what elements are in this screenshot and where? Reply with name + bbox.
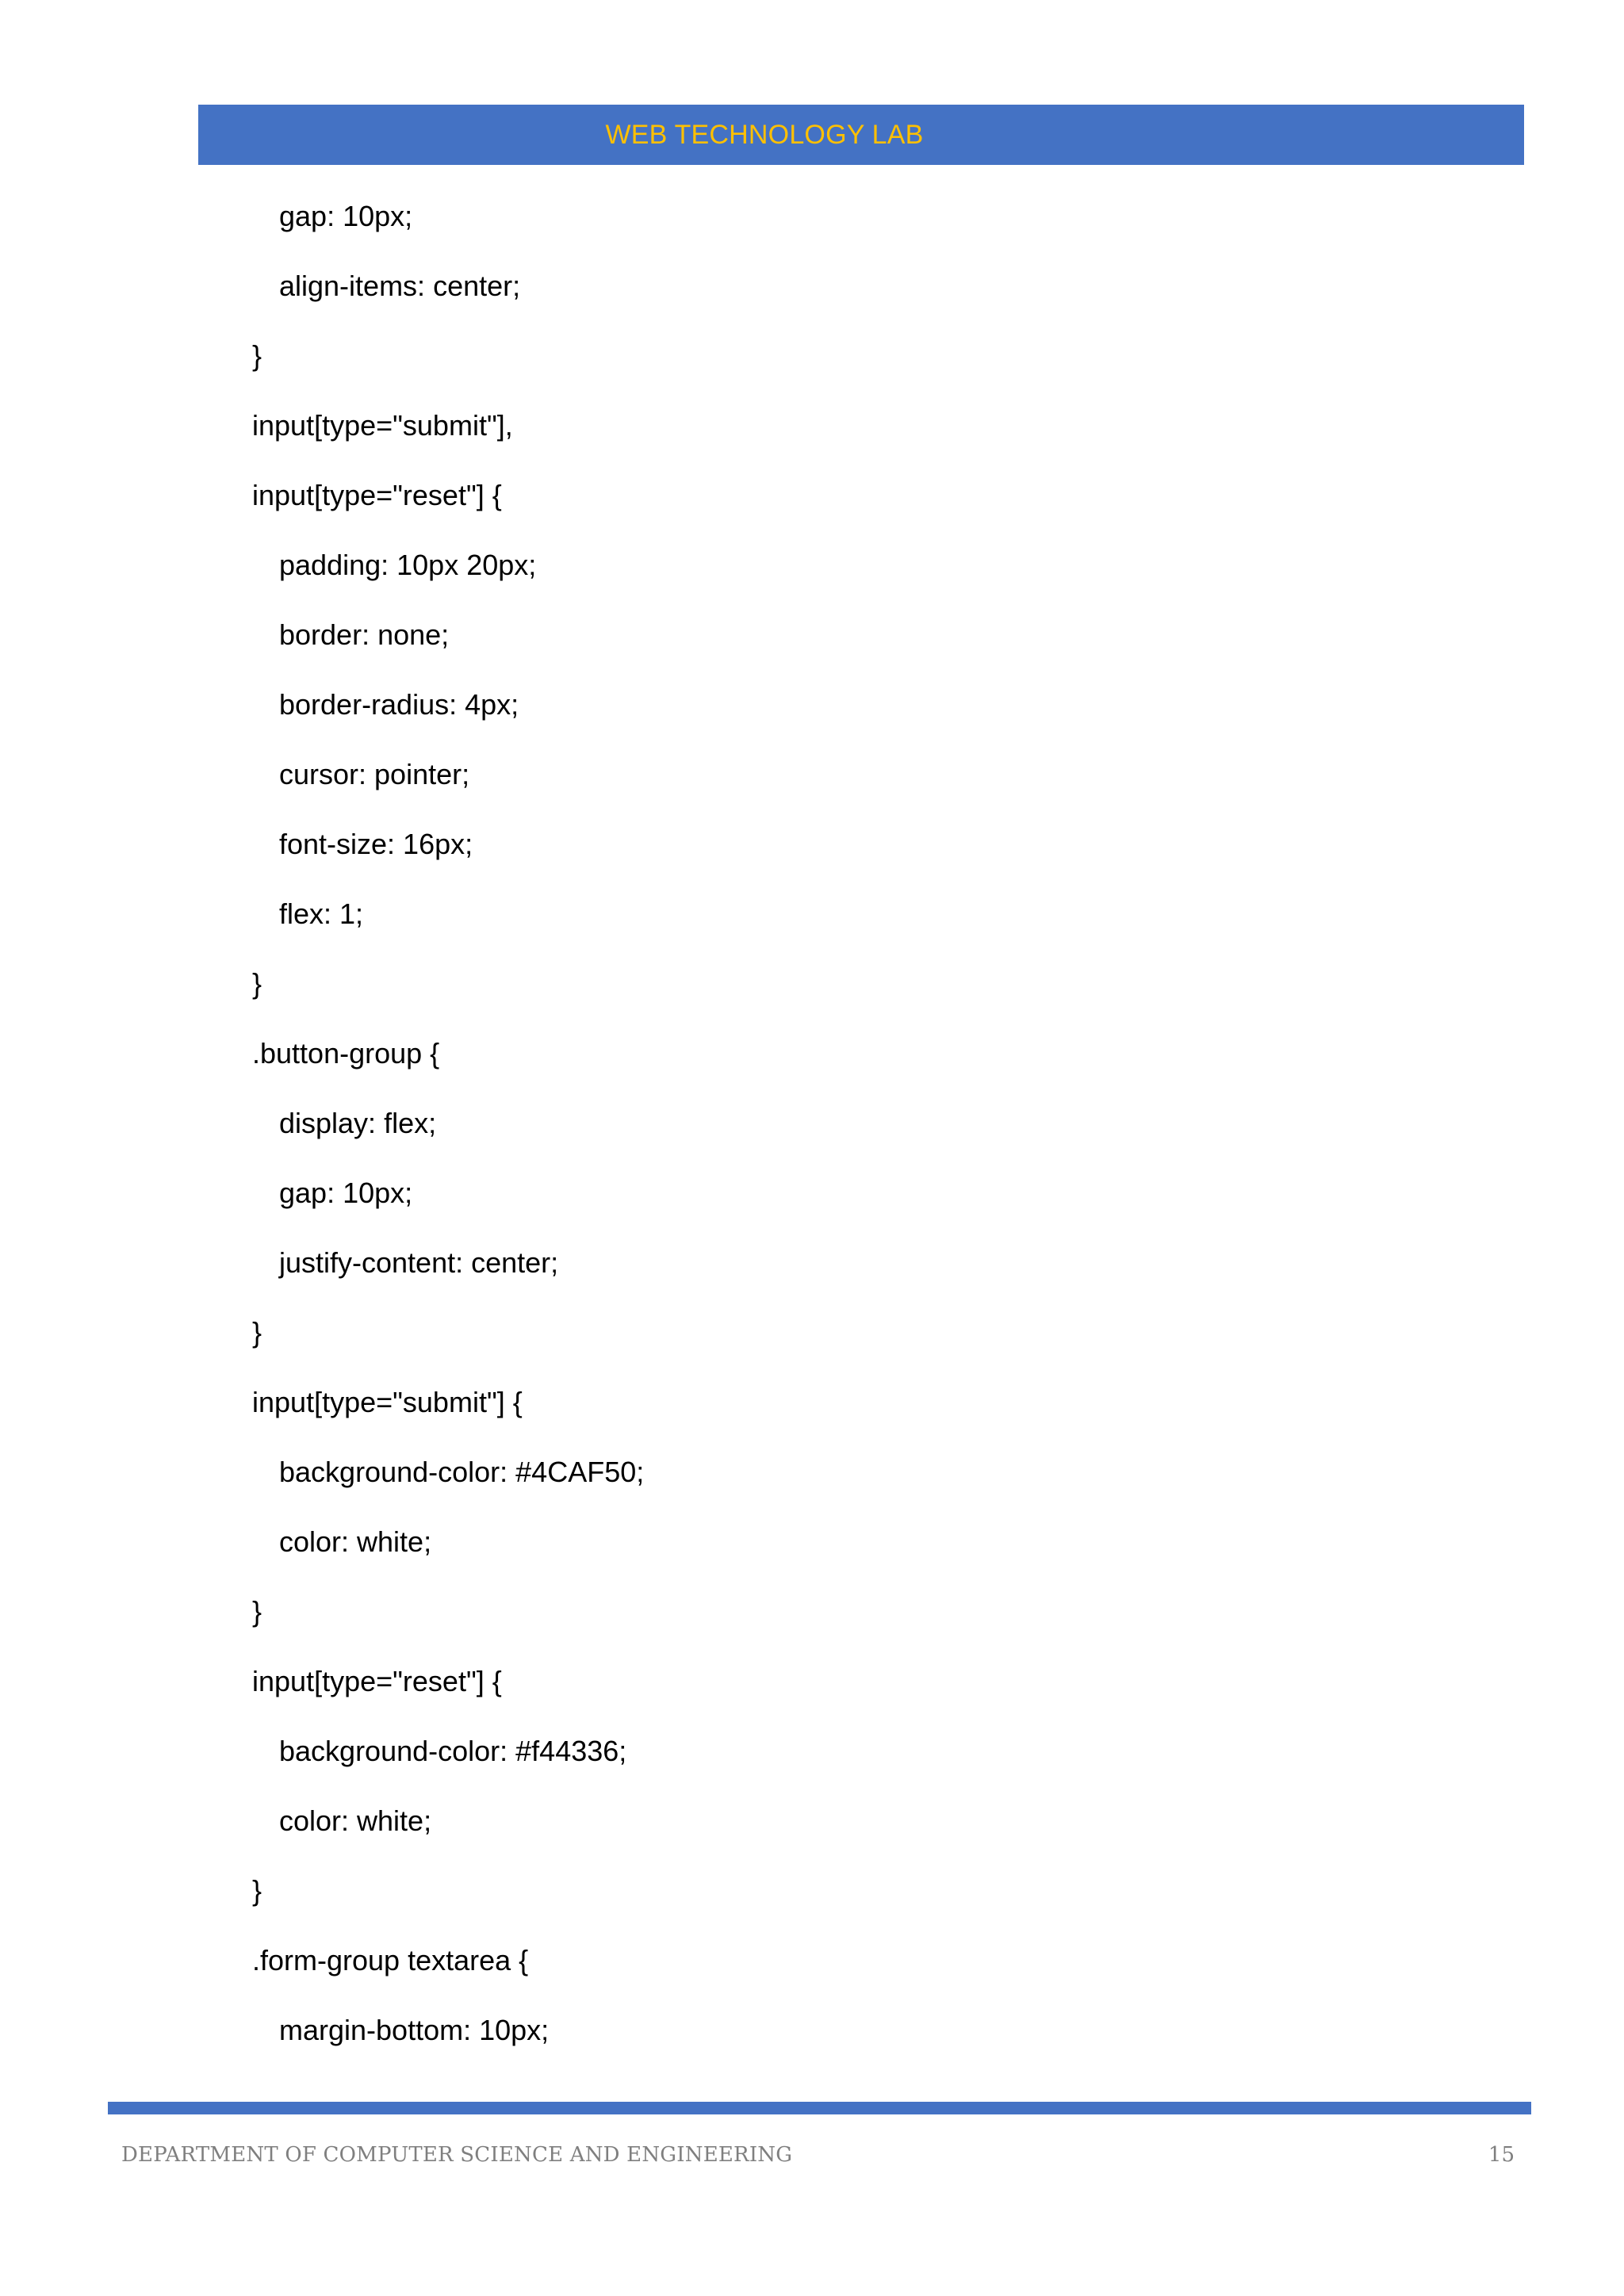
code-line: .button-group { [252, 1037, 440, 1070]
code-line: gap: 10px; [279, 1177, 413, 1209]
code-line: padding: 10px 20px; [279, 549, 537, 581]
code-line: background-color: #4CAF50; [279, 1456, 645, 1488]
code-line: color: white; [279, 1525, 432, 1558]
footer-department: DEPARTMENT OF COMPUTER SCIENCE AND ENGINEERING [121, 2143, 793, 2167]
code-line: input[type="submit"] { [252, 1386, 523, 1418]
code-line: font-size: 16px; [279, 828, 473, 860]
header-title: WEB TECHNOLOGY LAB [605, 120, 924, 150]
code-line: border-radius: 4px; [279, 688, 519, 721]
code-line: .form-group textarea { [252, 1944, 529, 1976]
code-line: input[type="reset"] { [252, 1665, 502, 1697]
code-line: cursor: pointer; [279, 758, 470, 790]
code-line: flex: 1; [279, 897, 364, 930]
code-line: gap: 10px; [279, 200, 413, 232]
header-bar [198, 105, 1524, 165]
code-line: margin-bottom: 10px; [279, 2014, 550, 2046]
code-line: } [252, 339, 262, 372]
code-line: input[type="reset"] { [252, 479, 502, 511]
code-line: background-color: #f44336; [279, 1735, 627, 1767]
code-line: } [252, 1595, 262, 1628]
code-line: } [252, 967, 262, 1000]
code-line: color: white; [279, 1804, 432, 1837]
footer-rule [108, 2102, 1531, 2114]
code-line: display: flex; [279, 1107, 437, 1139]
page-number: 15 [1488, 2143, 1515, 2167]
code-line: } [252, 1874, 262, 1907]
code-line: justify-content: center; [279, 1246, 559, 1279]
code-line: border: none; [279, 618, 450, 651]
code-line: input[type="submit"], [252, 409, 513, 442]
code-line: align-items: center; [279, 270, 521, 302]
code-line: } [252, 1316, 262, 1349]
